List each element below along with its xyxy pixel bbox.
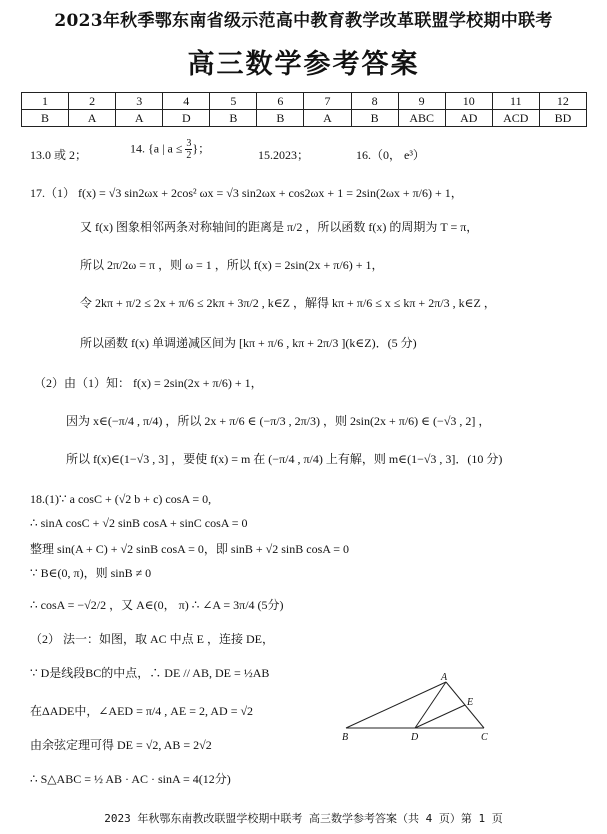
- q14-suffix: }；: [192, 141, 211, 156]
- answer-cell: ABC: [398, 110, 445, 127]
- triangle-figure: [340, 672, 500, 746]
- question-number: 2: [69, 93, 116, 110]
- label-d: D: [411, 732, 419, 743]
- q14-denominator: 2: [186, 150, 192, 161]
- q17-line-6: （2）由（1）知： f(x) = 2sin(2x + π/6) + 1，: [34, 376, 263, 390]
- q18-line-6: （2） 法一：如图，取 AC 中点 E ，连接 DE，: [30, 632, 274, 646]
- question-number: 12: [539, 93, 586, 110]
- question-number: 4: [163, 93, 210, 110]
- answer-key-title: 高三数学参考答案: [187, 49, 420, 80]
- question-number: 1: [22, 93, 69, 110]
- answer-cell: B: [351, 110, 398, 127]
- q17-line-1: 17.（1） f(x) = √3 sin2ωx + 2cos² ωx = √3 sin2ωx + cos2ωx + 1 = 2sin(2ωx + π/6) + 1，: [30, 186, 463, 200]
- q18-line-2: ∴ sinA cosC + √2 sinB cosA + sinC cosA = 0: [30, 516, 248, 530]
- answer-cell: AD: [445, 110, 492, 127]
- answer-cell: B: [22, 110, 69, 127]
- question-number: 6: [257, 93, 304, 110]
- q17-line-7: 因为 x∈(−π/4 , π/4) ，所以 2x + π/6 ∈ (−π/3 , 2π/3) ，则 2sin(2x + π/6) ∈ (−√3 , 2] ，: [66, 414, 491, 428]
- question-number: 5: [210, 93, 257, 110]
- q17-line-5: 所以函数 f(x) 单调递减区间为 [kπ + π/6 , kπ + 2π/3 ](k∈Z)．(5 分): [80, 336, 417, 350]
- q18-line-3: 整理 sin(A + C) + √2 sinB cosA = 0，即 sinB + √2 sinB cosA = 0: [30, 542, 350, 556]
- answer-q15: 15.2023；: [258, 148, 310, 162]
- answer-cell: D: [163, 110, 210, 127]
- label-e: E: [467, 697, 474, 708]
- q18-line-10: ∴ S△ABC = ½ AB · AC · sinA = 4(12分): [30, 772, 231, 786]
- exam-title: 2023年秋季鄂东南省级示范高中教育教学改革联盟学校期中联考: [54, 11, 553, 31]
- answer-q13: 13.0 或 2；: [30, 148, 88, 162]
- q14-prefix: 14. {a | a ≤: [130, 141, 186, 156]
- label-c: C: [481, 732, 488, 743]
- q17-line-8: 所以 f(x)∈(1−√3 , 3] ，要使 f(x) = m 在 (−π/4 , π/4) 上有解，则 m∈(1−√3 , 3]．(10 分): [66, 452, 503, 466]
- answer-cell: ACD: [492, 110, 539, 127]
- answer-cell: A: [69, 110, 116, 127]
- question-number: 7: [304, 93, 351, 110]
- page-footer: 2023 年秋鄂东南教改联盟学校期中联考 高三数学参考答案（共 4 页）第 1 页: [104, 812, 503, 825]
- answer-table-answer-row: [22, 110, 587, 127]
- question-number: 9: [398, 93, 445, 110]
- answer-table: [21, 92, 587, 127]
- label-b: B: [342, 732, 349, 743]
- label-a: A: [441, 672, 448, 683]
- q18-line-1: 18.(1)∵ a cosC + (√2 b + c) cosA = 0,: [30, 492, 212, 506]
- q17-line-2: 又 f(x) 图象相邻两条对称轴间的距离是 π/2 ，所以函数 f(x) 的周期为 T = π，: [80, 220, 479, 234]
- q17-line-4: 令 2kπ + π/2 ≤ 2x + π/6 ≤ 2kπ + 3π/2 , k∈Z ，解得 kπ + π/6 ≤ x ≤ kπ + 2π/3 , k∈Z ，: [80, 296, 496, 310]
- q14-numerator: 3: [186, 138, 192, 149]
- question-number: 11: [492, 93, 539, 110]
- q18-line-4: ∵ B∈(0, π)，则 sinB ≠ 0: [30, 566, 152, 580]
- answer-cell: B: [257, 110, 304, 127]
- answer-cell: BD: [539, 110, 586, 127]
- answer-q16: 16.（0， e³）: [356, 148, 425, 162]
- question-number: 10: [445, 93, 492, 110]
- answer-q14: [130, 138, 210, 161]
- answer-cell: A: [304, 110, 351, 127]
- answer-table-number-row: [22, 93, 587, 110]
- q18-line-8: 在ΔADE中，∠AED = π/4 , AE = 2, AD = √2: [30, 704, 254, 718]
- q18-line-5: ∴ cosA = −√2/2 ，又 A∈(0， π) ∴ ∠A = 3π/4 (5分): [30, 598, 284, 612]
- answer-cell: B: [210, 110, 257, 127]
- question-number: 3: [116, 93, 163, 110]
- q18-line-9: 由余弦定理可得 DE = √2, AB = 2√2: [30, 738, 212, 752]
- q17-line-3: 所以 2π/2ω = π ，则 ω = 1 ，所以 f(x) = 2sin(2x + π/6) + 1，: [80, 258, 384, 272]
- q18-line-7: ∵ D是线段BC的中点，∴ DE // AB, DE = ½AB: [30, 666, 270, 680]
- answer-cell: A: [116, 110, 163, 127]
- question-number: 8: [351, 93, 398, 110]
